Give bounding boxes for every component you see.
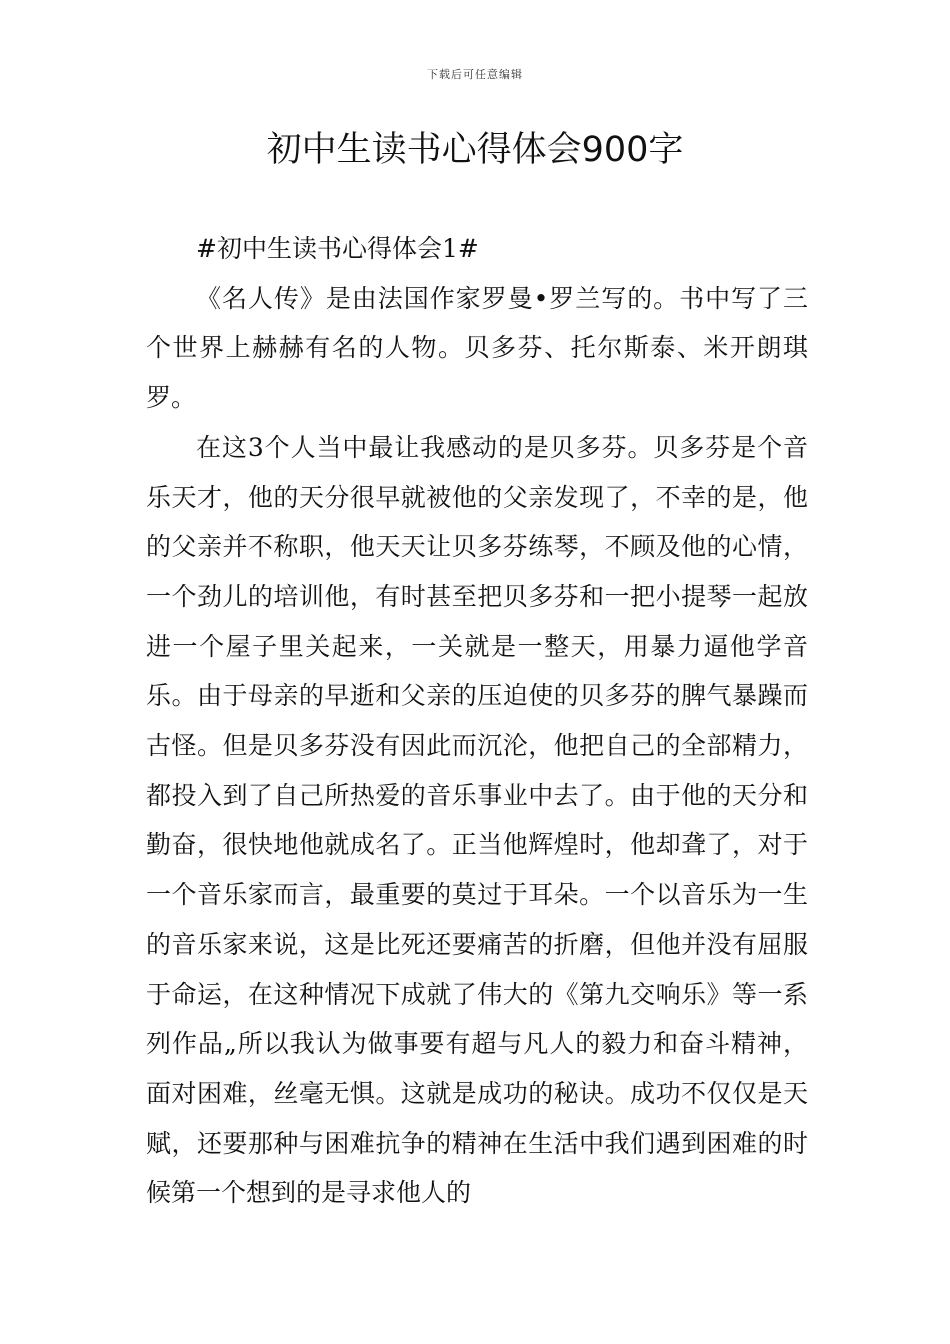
header-note: 下载后可任意编辑 bbox=[427, 68, 523, 81]
paragraph-1: 《名人传》是由法国作家罗曼•罗兰写的。书中写了三个世界上赫赫有名的人物。贝多芬、托尔斯泰、米开朗琪罗。 bbox=[146, 283, 808, 413]
paragraph-2: 在这3个人当中最让我感动的是贝多芬。贝多芬是个音乐天才，他的天分很早就被他的父亲发现了，不幸的是，他的父亲并不称职，他天天让贝多芬练琴，不顾及他的心情，一个劲儿的培训他，有时甚至把贝多芬和一把小提琴一起放进一个屋子里关起来，一关就是一整天，用暴力逼他学音乐。由于母亲的早逝和父亲的压迫使的贝多芬的脾气暴躁而古怪。但是贝多芬没有因此而沉沦，他把自己的全部精力，都投入到了自己所热爱的音乐事业中去了。由于他的天分和勤奋，很快地他就成名了。正当他辉煌时，他却聋了，对于一个音乐家而言，最重要的莫过于耳朵。一个以音乐为一生的音乐家来说，这是比死还要痛苦的折磨，但他并没有屈服于命运，在这种情况下成就了伟大的《第九交响乐》等一系列作品„所以我认为做事要有超与凡人的毅力和奋斗精神，面对困难，丝毫无惧。这就是成功的秘诀。成功不仅仅是天赋，还要那种与困难抗争的精神在生活中我们遇到困难的时候第一个想到的是寻求他人的 bbox=[146, 432, 808, 1208]
document-body bbox=[146, 224, 808, 1218]
document-title: 初中生读书心得体会900字 bbox=[266, 130, 684, 170]
section-heading: #初中生读书心得体会1# bbox=[196, 234, 479, 263]
